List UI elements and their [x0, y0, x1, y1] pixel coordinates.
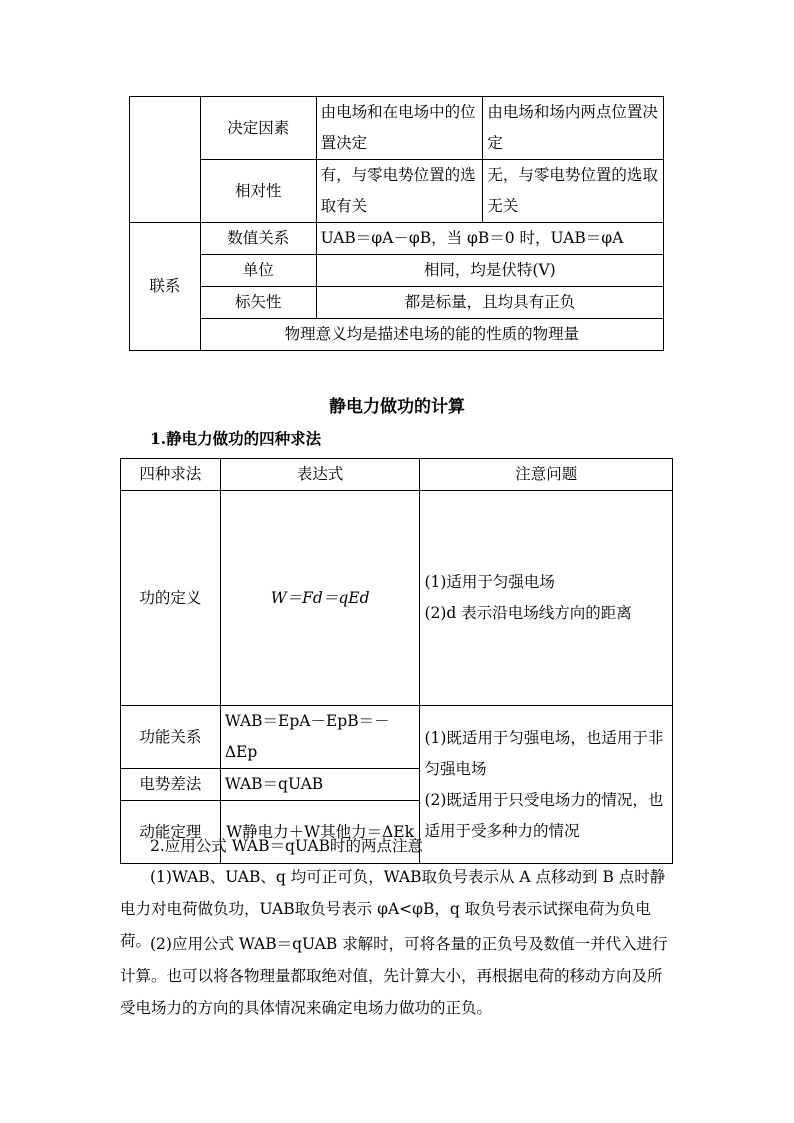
work-methods-table — [120, 458, 673, 864]
cell-numeric-relation: UAB＝φA－φB，当 φB＝0 时，UAB＝φA — [316, 223, 663, 255]
row-label-factor: 决定因素 — [200, 97, 316, 160]
header-notes: 注意问题 — [420, 459, 673, 491]
cell-potential-energy-relativity: 有，与零电势位置的选取有关 — [316, 160, 483, 223]
note-line: (2)既适用于只受电场力的情况，也适用于受多种力的情况 — [424, 790, 664, 840]
expr-kinetic-energy: W静电力＋W其他力＝ΔEk — [220, 801, 420, 864]
header-expression: 表达式 — [220, 459, 420, 491]
method-potential-difference: 电势差法 — [121, 769, 221, 801]
header-method: 四种求法 — [121, 459, 221, 491]
row-label-unit: 单位 — [200, 255, 316, 287]
method-energy: 功能关系 — [121, 706, 221, 769]
paragraph-note-1: (1)WAB、UAB、q 均可正可负，WAB取负号表示从 A 点移动到 B 点时静电力对电荷做负功，UAB取负号表示 φA<φB，q 取负号表示试探电荷为负电荷。 — [120, 868, 666, 950]
cell-scalar: 都是标量，且均具有正负 — [316, 287, 663, 319]
row-label-numeric: 数值关系 — [200, 223, 316, 255]
cell-potential-energy-factor: 由电场和在电场中的位置决定 — [316, 97, 483, 160]
paragraph-note-2: (2)应用公式 WAB＝qUAB 求解时，可将各量的正负号及数值一并代入进行计算。也可以将各物理量都取绝对值，先计算大小，再根据电荷的移动方向及所受电场力的方向的具体情况来确定电场力做功的正负。 — [120, 935, 668, 1017]
note-line: (2)d 表示沿电场线方向的距离 — [424, 604, 632, 622]
row-label-scalar: 标矢性 — [200, 287, 316, 319]
heading-two-notes: 2.应用公式 WAB＝qUAB时的两点注意 — [150, 837, 424, 855]
cell-potential-difference-factor: 由电场和场内两点位置决定 — [483, 97, 664, 160]
note-line: (1)既适用于匀强电场，也适用于非匀强电场 — [424, 728, 664, 778]
section-title: 静电力做功的计算 — [329, 397, 465, 417]
expr-potential-difference: WAB＝qUAB — [220, 769, 420, 801]
table-cell — [130, 97, 201, 223]
cell-physical-meaning: 物理意义均是描述电场的能的性质的物理量 — [200, 319, 663, 351]
row-label-relation: 联系 — [130, 223, 201, 351]
heading-four-methods: 1.静电力做功的四种求法 — [150, 429, 322, 448]
expr-definition: W＝Fd＝qEd — [220, 491, 420, 706]
notes-definition — [420, 491, 673, 706]
row-label-relativity: 相对性 — [200, 160, 316, 223]
method-definition: 功的定义 — [121, 491, 221, 706]
comparison-table — [129, 96, 664, 351]
cell-unit: 相同，均是伏特(V) — [316, 255, 663, 287]
note-line: (1)适用于匀强电场 — [424, 573, 555, 591]
expr-energy: WAB＝EpA－EpB＝－ΔEp — [220, 706, 420, 769]
method-kinetic-energy: 动能定理 — [121, 801, 221, 864]
cell-potential-difference-relativity: 无，与零电势位置的选取无关 — [483, 160, 664, 223]
